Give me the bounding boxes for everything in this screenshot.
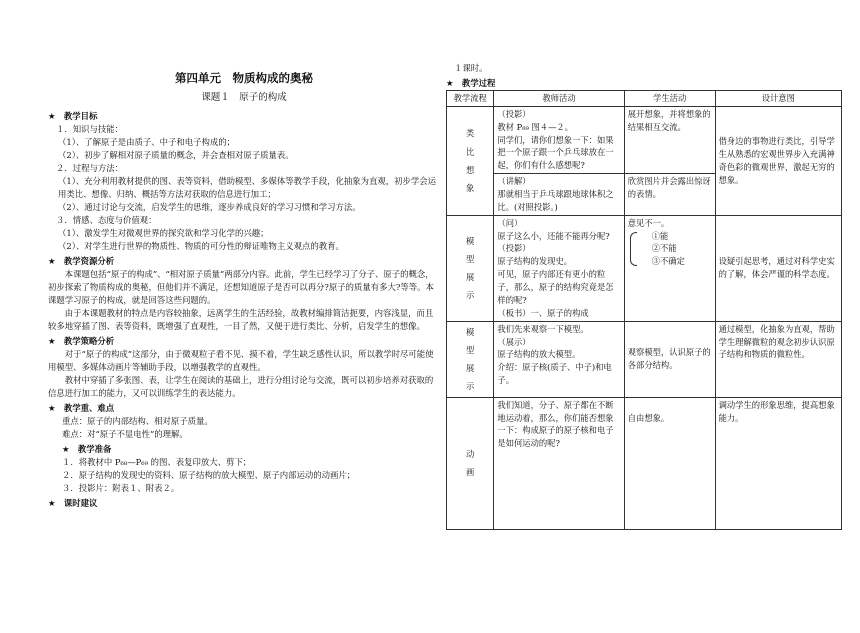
- flow-cell: [447, 215, 494, 321]
- goal-line: ３．情感、态度与价值观：: [56, 214, 157, 225]
- keypoints-heading: ★ 教学重、难点: [48, 402, 115, 413]
- table-row: [447, 321, 842, 397]
- student-cell: [624, 215, 715, 321]
- teacher-line: （问）: [497, 217, 523, 228]
- student-cell: 观察模型，认识原子的各部分结构。: [624, 321, 715, 397]
- table-row: [447, 215, 842, 321]
- teacher-line: 可见，原子内部还有更小的粒子，那么，原子的结构究竟是怎样的呢?: [497, 269, 614, 305]
- process-table: [446, 90, 842, 530]
- teacher-line: （投影）: [497, 108, 531, 119]
- goal-line: （1）、充分利用教材提供的图、表等资料，借助模型、多媒体等教学手段，化抽象为直观，初步学会运用类比、想像、归纳、概括等方法对获取的信息进行加工；: [58, 175, 437, 199]
- hours-heading: ★ 课时建议: [48, 497, 98, 508]
- flow-label: 动画: [466, 448, 475, 478]
- student-cell: 欣赏图片并会露出惊讶的表情。: [624, 174, 715, 216]
- col-header-teacher: 教师活动: [494, 91, 624, 107]
- resources-paragraph: 本课题包括“原子的构成”、“相对原子质量”两部分内容。此前，学生已经学习了分子、原子的概念，初步探索了物质构成的奥秘，但他们并不满足，还想知道原子是否可以再分?原子的质量有多大?等等。本课题学习原子的构成，就是回答这些问题的。: [48, 268, 434, 305]
- teacher-line: 教材 P₆₉ 图４—２。: [497, 121, 573, 132]
- student-lead: 意见不一。: [627, 217, 670, 228]
- option-item: ③不确定: [651, 256, 685, 267]
- teacher-line: （展示）: [497, 336, 531, 347]
- left-column: [48, 70, 440, 510]
- flow-cell: [447, 321, 494, 397]
- prep-heading: ★ 教学准备: [62, 443, 112, 454]
- table-row: [447, 106, 842, 173]
- table-row: [447, 397, 842, 529]
- teacher-line: 我们先来观察一下模型。: [497, 323, 589, 334]
- prep-line: ２．原子结构的发现史的资料、原子结构的放大模型、原子内部运动的动画片；: [62, 469, 356, 480]
- resources-heading: ★ 教学资源分析: [48, 255, 115, 266]
- teacher-line: 那就相当于乒乓球跟地球体积之比。(对照投影。): [497, 189, 614, 212]
- keypoint-line: 难点：对“原子不显电性”的理解。: [62, 428, 188, 439]
- teacher-line: 介绍：原子核(质子、中子)和电子。: [497, 362, 612, 386]
- teacher-line: （讲解）: [497, 176, 531, 187]
- teacher-cell: [494, 321, 624, 397]
- teacher-line: 同学们，请你们想象一下：如果把一个原子跟一个乒乓球放在一起，你们有什么感想呢?: [497, 134, 614, 171]
- lesson-subtitle: 课题１ 原子的构成: [201, 91, 287, 103]
- goal-line: （2）、初步了解相对原子质量的概念，并会查相对原子质量表。: [58, 149, 294, 160]
- teacher-cell: [494, 215, 624, 321]
- options-brace: [628, 230, 712, 269]
- option-item: ②不能: [651, 243, 677, 254]
- student-cell: 自由想象。: [624, 397, 715, 529]
- goal-line: （1）、激发学生对微观世界的探究欲和学习化学的兴趣；: [58, 227, 269, 238]
- goal-line: （1）、了解原子是由质子、中子和电子构成的；: [58, 136, 236, 147]
- student-cell: 展开想象，并将想象的结果相互交流。: [624, 106, 715, 173]
- keypoint-line: 重点：原子的内部结构、相对原子质量。: [62, 415, 213, 426]
- goal-line: ２．过程与方法：: [56, 162, 123, 173]
- goal-line: （2）、对学生进行世界的物质性、物质的可分性的辩证唯物主义观点的教育。: [58, 240, 344, 251]
- flow-label: 模型展示: [466, 235, 475, 301]
- unit-title: 第四单元 物质构成的奥秘: [175, 71, 313, 85]
- teacher-line: （投影）: [497, 243, 531, 254]
- teacher-cell: 我们知道，分子、原子都在不断地运动着，那么，你们能否想象一下：构成原子的原子核和电子是如何运动的呢?: [494, 397, 624, 529]
- teacher-cell: [494, 106, 624, 173]
- teacher-cell: [494, 174, 624, 216]
- goals-heading: ★ 教学目标: [48, 110, 98, 121]
- teacher-line: （板书）一、原子的构成: [497, 307, 589, 318]
- option-item: ①能: [651, 230, 669, 241]
- intent-cell: 通过模型，化抽象为直观，帮助学生理解微粒的观念初步认识原子结构和物质的微粒性。: [715, 321, 841, 397]
- col-header-intent: 设计意图: [715, 91, 841, 107]
- intent-cell: 设疑引起思考，通过对科学史实的了解，体会严谨的科学态度。: [715, 215, 841, 321]
- teacher-line: 原子这么小，还能不能再分呢?: [497, 230, 610, 241]
- table-header-row: [447, 91, 842, 107]
- prep-line: ３．投影片：附表１、附表２。: [62, 482, 180, 493]
- col-header-flow: 教学流程: [447, 91, 494, 107]
- col-header-student: 学生活动: [624, 91, 715, 107]
- flow-cell: [447, 397, 494, 529]
- hours-text: １课时。: [454, 63, 488, 73]
- intent-cell: 调动学生的形象思维，提高想象能力。: [715, 397, 841, 529]
- flow-label: 类比想象: [466, 128, 475, 194]
- flow-cell: [447, 106, 494, 215]
- prep-line: １．将教材中 P₆₈—P₆₉ 的图、表复印放大、剪下；: [62, 456, 252, 467]
- strategy-heading: ★ 教学策略分析: [48, 335, 115, 346]
- teacher-line: 原子结构的发现史。: [497, 256, 573, 267]
- goal-line: （2）、通过讨论与交流，启发学生的思维，逐步养成良好的学习习惯和学习方法。: [58, 201, 361, 212]
- strategy-paragraph: 对于“原子的构成”这部分，由于微观粒子看不见、摸不着，学生缺乏感性认识，所以教学时尽可能使用模型、多媒体动画片等辅助手段，以增强教学的直观性。: [48, 348, 434, 372]
- goal-line: １．知识与技能：: [56, 123, 123, 134]
- intent-cell: 借身边的事物进行类比，引导学生从熟悉的宏观世界步入充满神奇色彩的微观世界，激起无穷的想象。: [715, 106, 841, 215]
- resources-paragraph: 由于本课题教材的特点是内容较抽象，远离学生的生活经验，故教材编排简洁扼要，内容浅显，而且较多地穿插了图、表等资料，既增强了直观性，一目了然，又便于进行类比、分析，启发学生的想像。: [48, 307, 434, 331]
- right-column: [446, 62, 842, 530]
- teacher-line: 原子结构的放大模型。: [497, 349, 581, 360]
- process-heading: ★ 教学过程: [446, 78, 496, 89]
- strategy-paragraph: 教材中穿插了多张图、表，让学生在阅读的基础上，进行分组讨论与交流，既可以初步培养对获取的信息进行加工的能力，又可以训练学生的表达能力。: [48, 374, 434, 398]
- flow-label: 模型展示: [466, 326, 475, 392]
